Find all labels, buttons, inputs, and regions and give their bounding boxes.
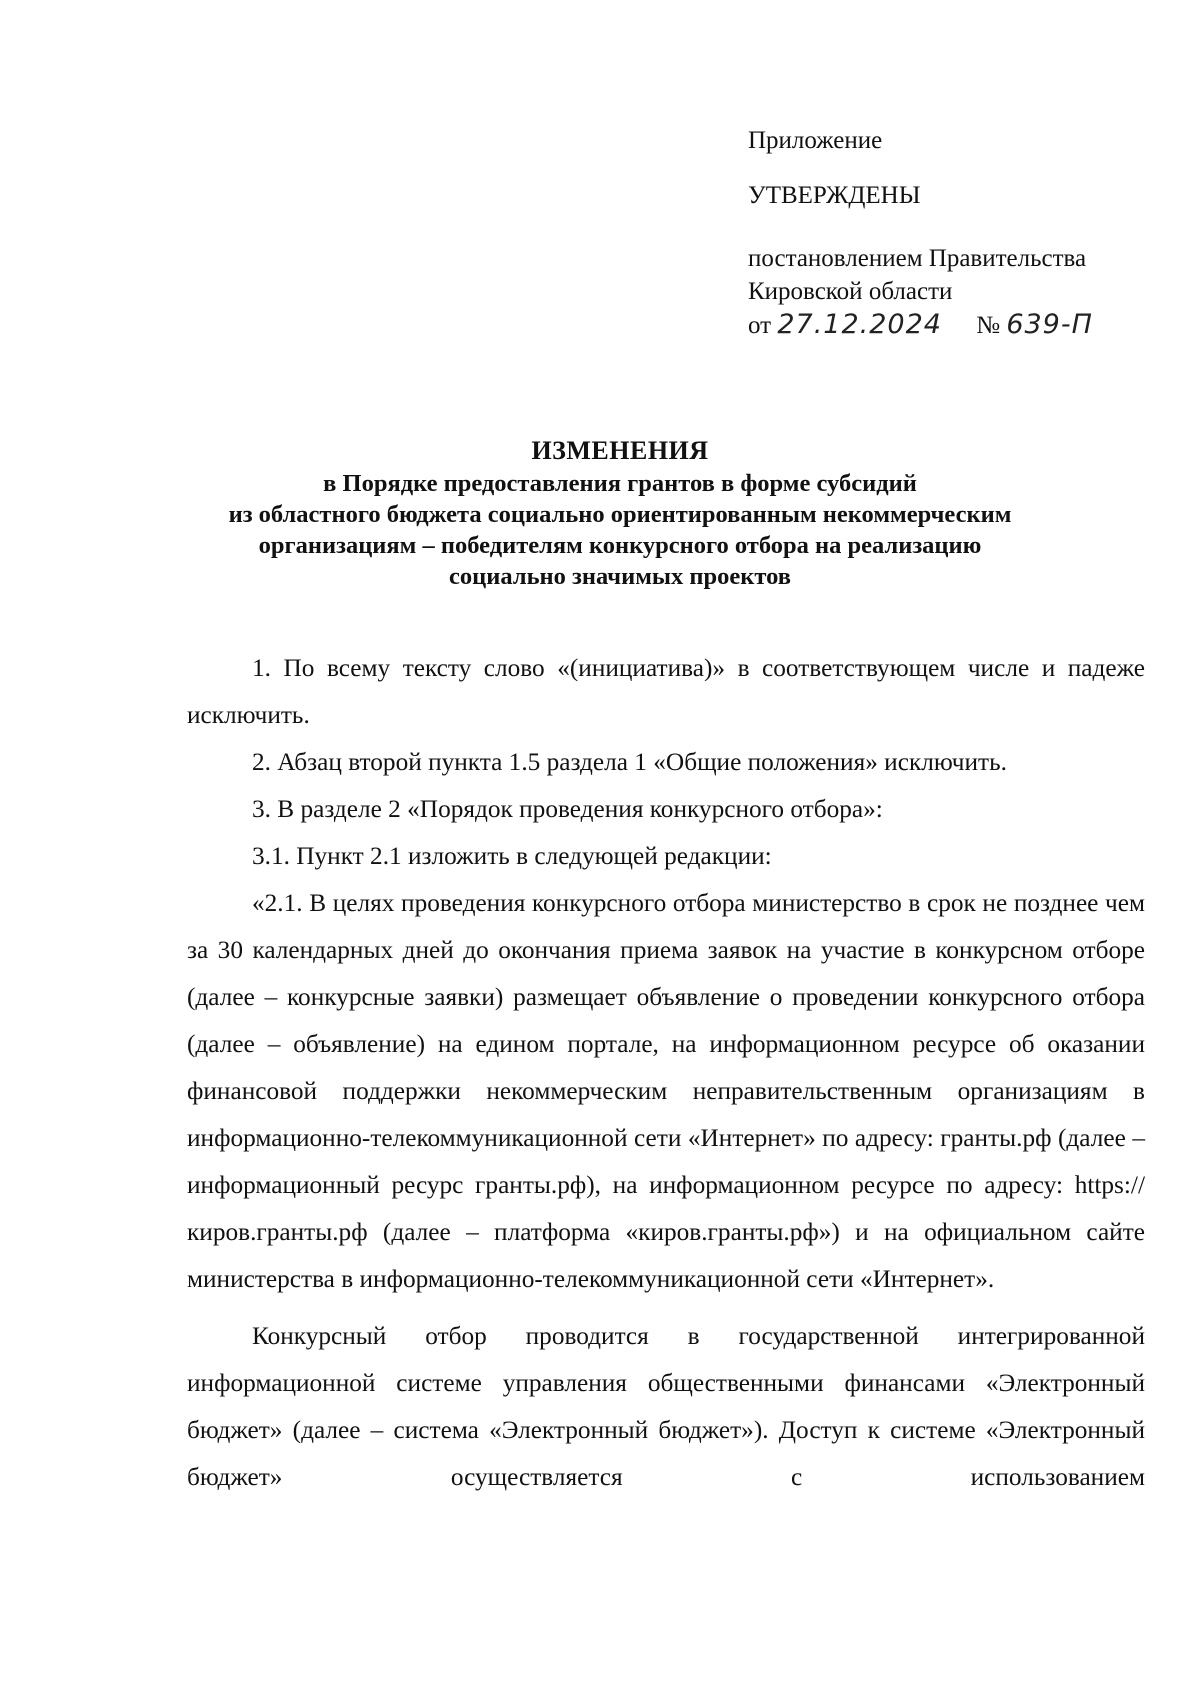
paragraph-competitive-selection: Конкурсный отбор проводится в государственной интегрированной информационной системе управления общественными финансами «Электронный бюджет» (далее – система «Электронный бюджет»). Доступ к системе «Электронный бюджет» осуществляется с использованием [187,1322,1145,1491]
title-subline-2: из областного бюджета социально ориентированным некоммерческим [228,501,1012,528]
title-subline-1: в Порядке предоставления грантов в форме субсидий [323,470,917,497]
document-title [170,434,1070,592]
paragraph-2: 2. Абзац второй пункта 1.5 раздела 1 «Общие положения» исключить. [252,748,1007,776]
number-prefix: № [976,312,1001,339]
approval-block [748,124,1093,342]
handwritten-number: 639-П [1006,309,1093,340]
paragraph-1: 1. По всему тексту слово «(инициатива)» в соответствующем числе и падеже исключить. [187,654,1145,729]
resolution-line-2: Кировской области [748,278,953,305]
title-subline-4: социально значимых проектов [449,563,791,590]
resolution-line-1: постановлением Правительства [748,245,1087,272]
approved-label: УТВЕРЖДЕНЫ [748,182,921,209]
paragraph-2-1-text: «2.1. В целях проведения конкурсного отбора министерство в срок не позднее чем за 30 календарных дней до окончания приема заявок на участие в конкурсном отборе (далее – конкурсные заявки) размещает объявление о проведении конкурсного отбора (далее – объявление) на едином портале, на информационном ресурсе об оказании финансовой поддержки некоммерческим неправительственным организациям в информационно-телекоммуникационной сети «Интернет» по адресу: гранты.рф (далее – информационный ресурс гранты.рф), на информационном ресурсе по адресу: https://киров.гранты.рф (далее – платформа «киров.гранты.рф») и на официальном сайте министерства в информационно-телекоммуникационной сети «Интернет». [187,889,1145,1293]
handwritten-date: 27.12.2024 [777,309,942,340]
paragraph-3: 3. В разделе 2 «Порядок проведения конкурсного отбора»: [252,795,883,823]
date-prefix: от [748,312,772,339]
title-subline-3: организациям – победителям конкурсного отбора на реализацию [258,532,982,559]
paragraph-3-1: 3.1. Пункт 2.1 изложить в следующей редакции: [252,842,772,870]
appendix-label: Приложение [748,127,883,154]
title-heading: ИЗМЕНЕНИЯ [531,436,709,465]
document-body [187,645,1145,1501]
date-number-row [748,308,1093,342]
